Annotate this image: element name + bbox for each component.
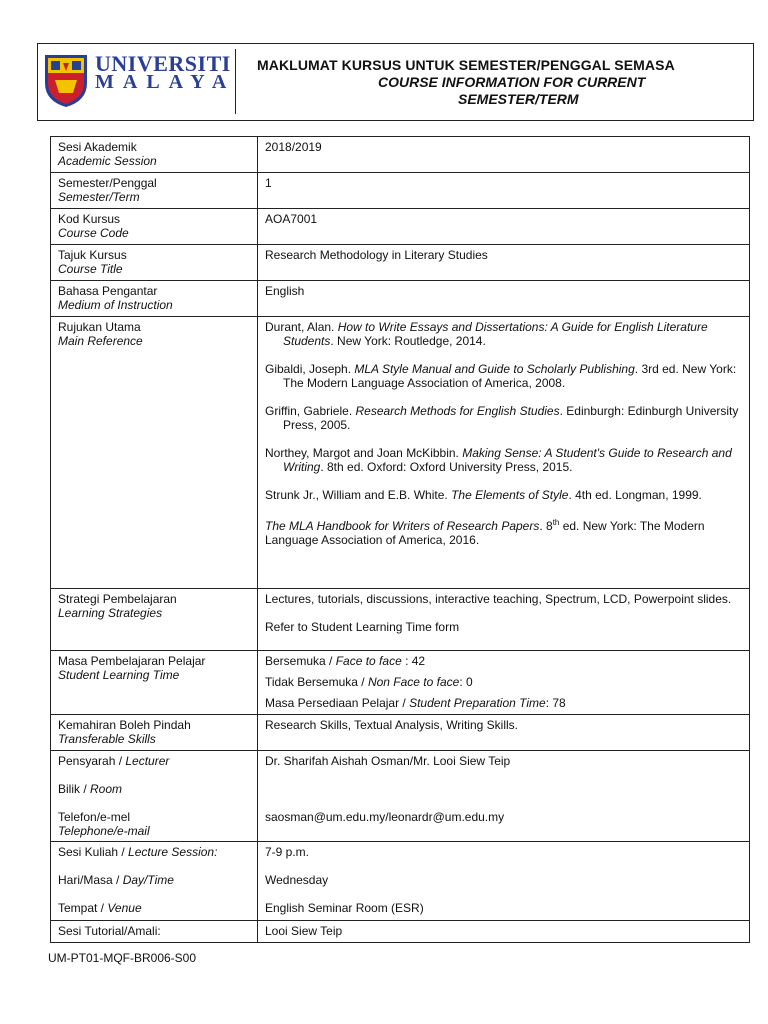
value-course-code: AOA7001 — [258, 209, 750, 245]
label-course-code — [51, 209, 258, 245]
session-label: Sesi Kuliah / Lecture Session: — [58, 845, 218, 859]
label-ms: Tajuk Kursus — [58, 248, 127, 262]
lecture-day: Wednesday — [265, 873, 329, 887]
label-en: Course Title — [58, 262, 123, 276]
row-semester — [51, 173, 750, 209]
label-en: Medium of Instruction — [58, 298, 173, 312]
document-code: UM-PT01-MQF-BR006-S00 — [48, 951, 197, 965]
label-lecture-session — [51, 842, 258, 921]
label-ms: Kemahiran Boleh Pindah — [58, 718, 191, 732]
course-info-table — [50, 136, 750, 943]
value-transferable-skills: Research Skills, Textual Analysis, Writing Skills. — [258, 715, 750, 751]
logo-text-universiti: UNIVERSITI — [95, 51, 231, 76]
daytime-label: Hari/Masa / Day/Time — [58, 873, 174, 887]
university-logo — [40, 49, 236, 114]
row-learning-strategies — [51, 589, 750, 651]
row-lecture-session — [51, 842, 750, 921]
label-academic-session — [51, 137, 258, 173]
label-en: Learning Strategies — [58, 606, 163, 620]
lecturer-label: Pensyarah / Lecturer — [58, 754, 170, 768]
logo-text-malaya: MALAYA — [95, 71, 236, 93]
label-medium — [51, 281, 258, 317]
non-face-to-face: Tidak Bersemuka / Non Face to face: 0 — [265, 675, 473, 689]
reference-entry: Durant, Alan. How to Write Essays and Dissertations: A Guide for English Literature Students. New York: Routledge, 2014. — [265, 320, 708, 348]
row-student-learning-time — [51, 651, 750, 715]
preparation-time: Masa Persediaan Pelajar / Student Preparation Time: 78 — [265, 696, 566, 710]
row-main-reference — [51, 317, 750, 589]
value-lecturer — [258, 751, 750, 842]
value-main-reference — [258, 317, 750, 589]
label-tutorial: Sesi Tutorial/Amali: — [51, 921, 258, 943]
face-to-face: Bersemuka / Face to face : 42 — [265, 654, 426, 668]
row-transferable-skills — [51, 715, 750, 751]
room-label: Bilik / Room — [58, 782, 123, 796]
label-student-learning-time — [51, 651, 258, 715]
label-ms: Masa Pembelajaran Pelajar — [58, 654, 206, 668]
title-english-line2: SEMESTER/TERM — [458, 91, 579, 107]
label-en: Semester/Term — [58, 190, 140, 204]
label-en: Student Learning Time — [58, 668, 180, 682]
title-english-line1: COURSE INFORMATION FOR CURRENT — [378, 74, 646, 90]
lecturer-name: Dr. Sharifah Aishah Osman/Mr. Looi Siew Teip — [265, 754, 511, 768]
telephone-label-en: Telephone/e-mail — [58, 824, 150, 838]
label-ms: Bahasa Pengantar — [58, 284, 158, 298]
value-course-title: Research Methodology in Literary Studies — [258, 245, 750, 281]
label-lecturer — [51, 751, 258, 842]
crest-icon — [43, 53, 89, 109]
label-en: Academic Session — [58, 154, 157, 168]
lecturer-email: saosman@um.edu.my/leonardr@um.edu.my — [265, 810, 505, 824]
row-medium — [51, 281, 750, 317]
label-ms: Rujukan Utama — [58, 320, 141, 334]
reference-entry: Strunk Jr., William and E.B. White. The Elements of Style. 4th ed. Longman, 1999. — [265, 488, 702, 502]
venue-label: Tempat / Venue — [58, 901, 142, 915]
reference-entry: Northey, Margot and Joan McKibbin. Making Sense: A Student's Guide to Research and Writing. 8th ed. Oxford: Oxford University Press, 2015. — [265, 446, 732, 474]
label-ms: Strategi Pembelajaran — [58, 592, 177, 606]
value-tutorial: Looi Siew Teip — [258, 921, 750, 943]
strategies-note: Refer to Student Learning Time form — [265, 620, 460, 634]
label-main-reference — [51, 317, 258, 589]
label-ms: Sesi Akademik — [58, 140, 137, 154]
row-course-title — [51, 245, 750, 281]
label-ms: Semester/Penggal — [58, 176, 157, 190]
strategies-text: Lectures, tutorials, discussions, interactive teaching, Spectrum, LCD, Powerpoint slides. — [265, 592, 732, 606]
label-ms: Kod Kursus — [58, 212, 121, 226]
row-lecturer — [51, 751, 750, 842]
value-learning-strategies — [258, 589, 750, 651]
value-academic-session: 2018/2019 — [258, 137, 750, 173]
label-en: Course Code — [58, 226, 129, 240]
label-transferable-skills — [51, 715, 258, 751]
lecture-time: 7-9 p.m. — [265, 845, 310, 859]
telephone-label-ms: Telefon/e-mel — [58, 810, 131, 824]
row-course-code — [51, 209, 750, 245]
row-academic-session — [51, 137, 750, 173]
value-student-learning-time — [258, 651, 750, 715]
reference-entry: Griffin, Gabriele. Research Methods for English Studies. Edinburgh: Edinburgh University Press, 2005. — [265, 404, 739, 432]
title-malay: MAKLUMAT KURSUS UNTUK SEMESTER/PENGGAL SEMASA — [257, 57, 675, 73]
reference-entry: Gibaldi, Joseph. MLA Style Manual and Guide to Scholarly Publishing. 3rd ed. New York: The Modern Language Association of America, 2008. — [265, 362, 737, 390]
reference-entry: The MLA Handbook for Writers of Research Papers. 8th ed. New York: The Modern Language Association of America, 2016. — [265, 518, 705, 547]
lecture-venue: English Seminar Room (ESR) — [265, 901, 424, 915]
label-en: Transferable Skills — [58, 732, 156, 746]
value-medium: English — [258, 281, 750, 317]
value-lecture-session — [258, 842, 750, 921]
row-tutorial — [51, 921, 750, 943]
label-en: Main Reference — [58, 334, 143, 348]
label-semester — [51, 173, 258, 209]
label-learning-strategies — [51, 589, 258, 651]
label-course-title — [51, 245, 258, 281]
value-semester: 1 — [258, 173, 750, 209]
